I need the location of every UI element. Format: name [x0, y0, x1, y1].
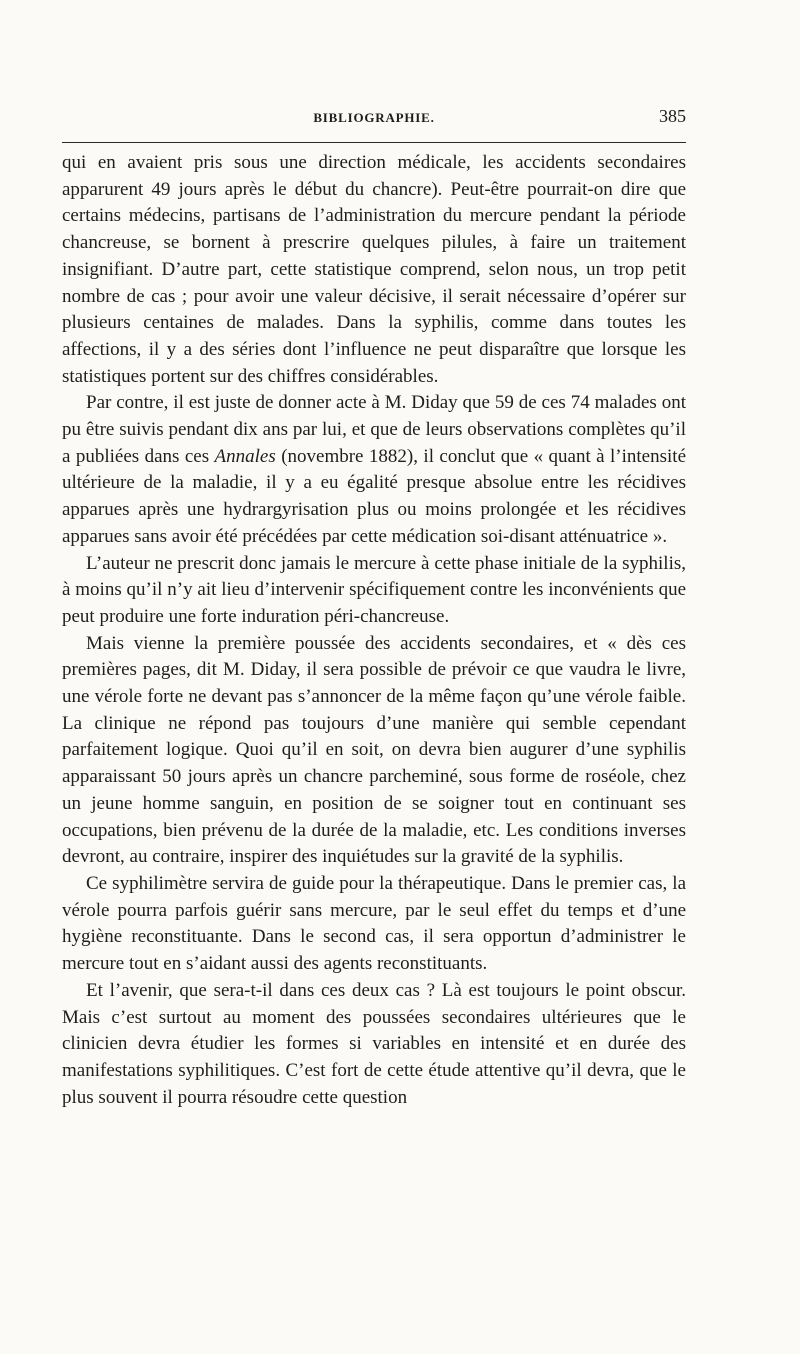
- paragraph-5: Ce syphilimètre servira de guide pour la thérapeutique. Dans le premier cas, la vérole pourra parfois guérir sans mercure, par le seul effet du temps et d’une hygiène reconstituante. Dans le second cas, il sera opportun d’administrer le mercure tout en s’aidant aussi des agents reconstituants.: [62, 872, 686, 975]
- paragraph-2: [62, 390, 686, 550]
- page-header: [62, 106, 686, 130]
- body-text: [62, 150, 686, 1111]
- paragraph-2-end: (novembre 1882), il conclut que « quant à l’intensité ultérieure de la maladie, il y a eu égalité presque absolue entre les récidives apparues après une hydrargyrisation plus ou moins prolongée et les récidives apparues sans avoir été précédées par cette médication soi-disant atténuatrice ».: [62, 445, 687, 547]
- paragraph-6: Et l’avenir, que sera-t-il dans ces deux cas ? Là est toujours le point obscur. Mais c’est surtout au moment des poussées secondaires ultérieures que le clinicien devra étudier les formes si variables en intensité et en durée des manifestations syphilitiques. C’est fort de cette étude attentive qu’il devra, que le plus souvent il pourra résoudre cette question: [62, 979, 686, 1108]
- header-rule: [62, 142, 686, 143]
- paragraph-2-start: Par contre, il est juste de donner acte à M. Diday que 59 de ces 74 malades ont pu être suivis pendant dix ans par lui, et que de leurs observations complètes qu’il a publiées dans ces: [62, 392, 686, 467]
- paragraph-3: L’auteur ne prescrit donc jamais le mercure à cette phase initiale de la syphilis, à moins qu’il n’y ait lieu d’intervenir spécifiquement contre les inconvénients que peut produire une forte induration péri-chancreuse.: [62, 552, 686, 627]
- page-number: 385: [659, 106, 686, 126]
- journal-title-italic: Annales: [214, 445, 276, 467]
- running-title: BIBLIOGRAPHIE.: [313, 110, 435, 125]
- paragraph-4: Mais vienne la première poussée des accidents secondaires, et « dès ces premières pages, dit M. Diday, il sera possible de prévoir ce que vaudra le livre, une vérole forte ne devant pas s’annoncer de la même façon qu’une vérole faible. La clinique ne répond pas toujours d’une manière qui semble cependant parfaitement logique. Quoi qu’il en soit, on devra bien augurer d’une syphilis apparaissant 50 jours après un chancre parcheminé, sous forme de roséole, chez un jeune homme sanguin, en position de se soigner tout en continuant ses occupations, bien prévenu de la durée de la maladie, etc. Les conditions inverses devront, au contraire, inspirer des inquiétudes sur la gravité de la syphilis.: [62, 632, 686, 868]
- paragraph-1: qui en avaient pris sous une direction médicale, les accidents secondaires apparurent 49 jours après le début du chancre). Peut-être pourrait-on dire que certains médecins, partisans de l’administration du mercure pendant la période chancreuse, se bornent à prescrire quelques pilules, à faire un traitement insignifiant. D’autre part, cette statistique comprend, selon nous, un trop petit nombre de cas ; pour avoir une valeur décisive, il serait nécessaire d’opérer sur plusieurs centaines de malades. Dans la syphilis, comme dans toutes les affections, il y a des séries dont l’influence ne peut disparaître que lorsque les statistiques portent sur des chiffres considérables.: [62, 152, 686, 387]
